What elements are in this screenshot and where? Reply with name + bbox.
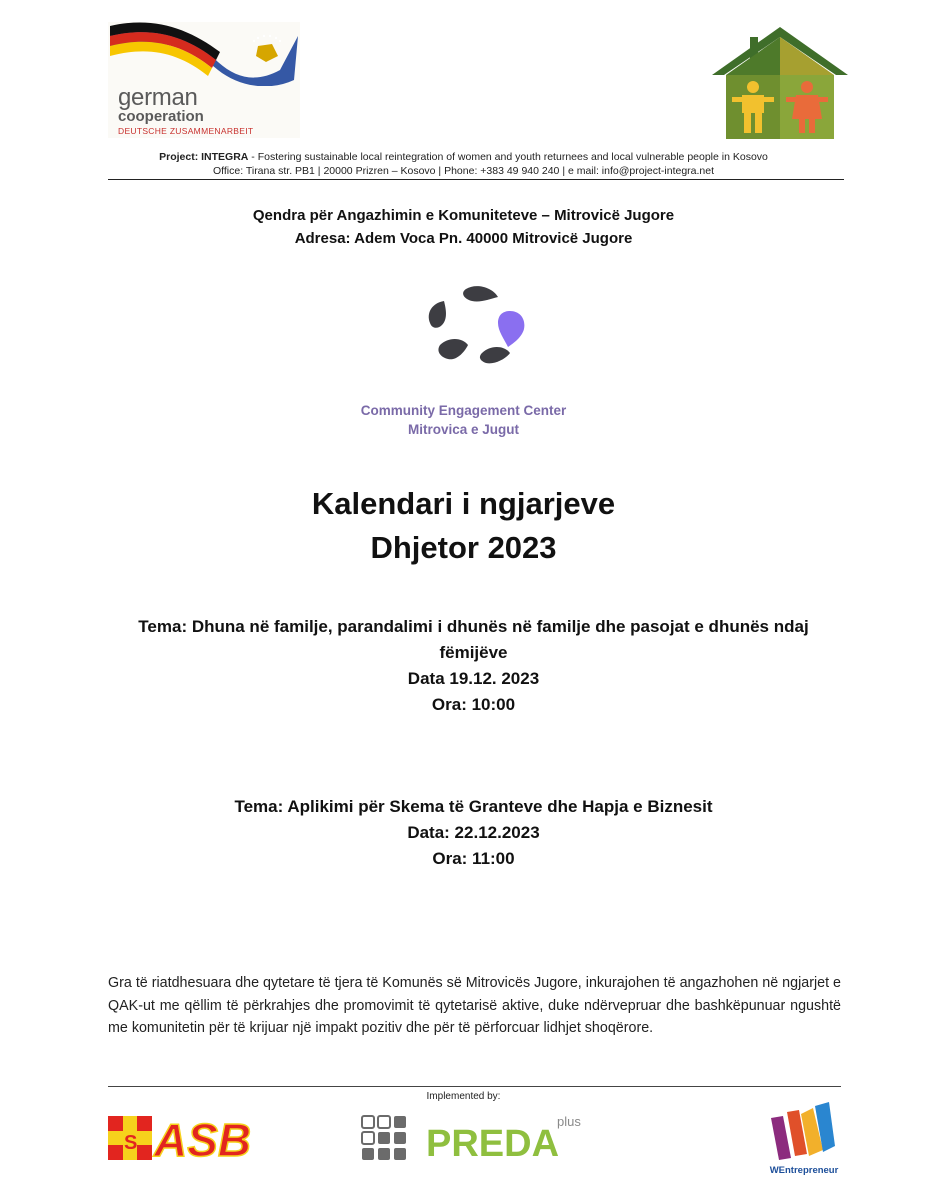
event-date: Data 19.12. 2023 [407,669,540,688]
asb-text: ASB [154,1114,252,1164]
svg-text:S: S [124,1132,138,1154]
center-heading [0,204,927,250]
event-time: Ora: 11:00 [432,849,515,868]
office-line: Office: Tirana str. PB1 | 20000 Prizren – Kosovo | Phone: +383 49 940 240 | e mail: info@project-integra.net [212,165,715,177]
german-kosovo-flag-ribbon-icon [108,22,300,86]
footer-divider [108,1086,841,1087]
ce-line2: Mitrovica e Jugut [407,422,520,437]
preda-logo [360,1110,600,1170]
preda-plus-text: plus [557,1114,581,1129]
event-date: Data: 22.12.2023 [407,823,540,842]
preda-text: PREDA [426,1123,560,1165]
event-time: Ora: 10:00 [431,695,516,714]
asb-samaritan-icon [108,1112,276,1164]
preda-grid-icon [360,1110,600,1170]
center-address: Adresa: Adem Voca Pn. 40000 Mitrovicë Jugore [294,230,633,247]
invitation-paragraph: Gra të riatdhesuara dhe qytetare të tjera të Komunës së Mitrovicës Jugore, inkurajohen të angazhohen në ngjarjet e QAK-ut me qëllim të përkrahjes dhe promovimit të qytetarisë aktive, duke ndërvepruar dhe bashkëpunuar ngushtë me komunitetin për të krijuar një impakt pozitiv dhe për të përforcuar lidhjet shoqërore. [108,975,841,1036]
community-drops-icon [420,283,530,383]
project-label: Project: INTEGRA [159,151,249,163]
center-name: Qendra për Angazhimin e Komuniteteve – Mitrovicë Jugore [252,207,675,224]
event-block [110,614,837,718]
ce-line1: Community Engagement Center [360,403,567,418]
community-engagement-name [0,401,927,439]
integra-house-logo [712,25,848,141]
german-label: german [118,84,198,111]
wentrepreneur-w-icon [765,1102,845,1164]
implemented-by-label: Implemented by: [426,1091,501,1102]
calendar-month: Dhjetor 2023 [370,530,557,565]
community-engagement-logo [420,283,530,383]
event-topic: Tema: Aplikimi për Skema të Granteve dhe Hapja e Biznesit [234,797,713,816]
calendar-heading: Kalendari i ngjarjeve [311,486,616,521]
wentrepreneur-label: WEntrepreneur [769,1165,839,1176]
german-cooperation-logo [108,22,300,138]
project-description: - Fostering sustainable local reintegration of women and youth returnees and local vulnerable people in Kosovo [248,151,768,163]
event-block [110,794,837,872]
header-divider [108,179,844,180]
event-topic: Tema: Dhuna në familje, parandalimi i dhunës në familje dhe pasojat e dhunës ndaj fëmijëve [138,617,809,662]
asb-logo [108,1112,276,1164]
house-family-icon [712,25,848,141]
project-info [0,150,927,178]
cooperation-label: cooperation [118,108,204,125]
calendar-title [0,482,927,570]
deutsche-zusammenarbeit-label: DEUTSCHE ZUSAMMENARBEIT [118,126,254,136]
